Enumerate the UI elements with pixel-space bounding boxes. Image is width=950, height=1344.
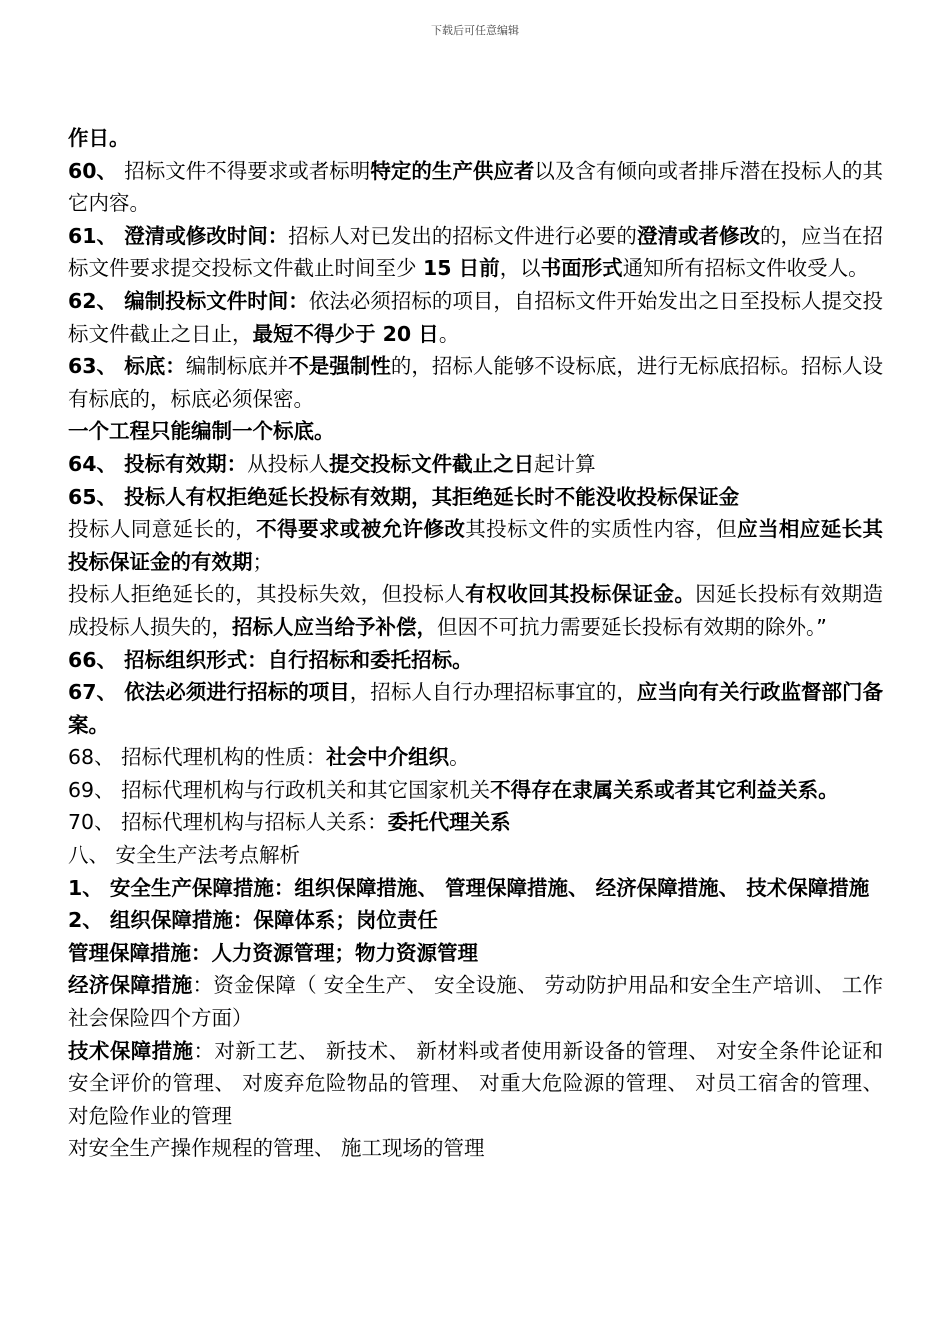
text-run: 技术保障措施 <box>68 1038 194 1063</box>
text-run: 投标人拒绝延长的，其投标失效，但投标人 <box>68 582 466 607</box>
text-run: 63、 <box>68 354 125 379</box>
paragraph <box>68 350 883 415</box>
text-run: 66、 <box>68 647 125 672</box>
text-run: 62、 <box>68 288 125 313</box>
paragraph <box>68 122 883 155</box>
text-run: 68、 <box>68 745 122 770</box>
text-run: ：资金保障（ 安全生产、 安全设施、 劳动防护用品和安全生产培训、 工作社会保险四个方面） <box>68 973 883 1031</box>
text-run: 因延长投标有效期造成投标人损失的， <box>68 582 884 639</box>
text-run: 的，招标人能够不设标底，进行无标底招标。招标人设有标底的，标底必须保密。 <box>68 354 884 411</box>
text-run: 招标代理机构与行政机关和其它国家机关 <box>121 777 491 802</box>
text-run: 投标人同意延长的， <box>68 517 257 542</box>
text-run: 编制投标文件时间： <box>124 288 309 313</box>
text-run: 以及含有倾向或者排斥潜在投标人的其它内容。 <box>68 158 884 216</box>
paragraph <box>68 904 883 937</box>
paragraph <box>68 774 883 807</box>
text-run: 不得存在隶属关系或者其它利益关系。 <box>490 777 839 802</box>
text-run: 管理保障措施：人力资源管理；物力资源管理 <box>68 940 478 965</box>
text-run: 招标人应当给予补偿， <box>232 614 437 639</box>
text-run: 对安全生产操作规程的管理、 施工现场的管理 <box>68 1136 485 1161</box>
text-run: ，以 <box>499 256 541 281</box>
paragraph <box>68 1132 883 1165</box>
text-run: 不得要求或被允许修改 <box>256 517 466 542</box>
text-run: ； <box>252 549 273 574</box>
text-run: 15 日前 <box>423 256 500 281</box>
text-run: 其投标文件的实质性内容，但 <box>465 517 738 542</box>
text-run: 通知所有招标文件收受人。 <box>622 256 869 281</box>
paragraph <box>68 481 883 514</box>
text-run: 最短不得少于 20 日 <box>252 321 439 346</box>
text-run: 67、 <box>68 680 125 705</box>
text-run: 。 <box>449 745 470 770</box>
text-run: 特定的生产供应者 <box>370 158 535 183</box>
paragraph <box>68 155 883 220</box>
text-run: 招标人对已发出的招标文件进行必要的 <box>288 223 637 248</box>
document-body <box>68 122 883 1165</box>
text-run: 经济保障措施 <box>68 973 193 998</box>
paragraph <box>68 644 883 677</box>
text-run: 一个工程只能编制一个标底。 <box>68 419 335 444</box>
text-run: 有权收回其投标保证金。 <box>465 582 696 607</box>
text-run: 69、 <box>68 777 122 802</box>
page-header: 下载后可任意编辑 <box>431 24 519 37</box>
paragraph <box>68 676 883 741</box>
text-run: 64、 <box>68 451 125 476</box>
text-run: 不是强制性 <box>288 354 391 379</box>
paragraph <box>68 415 883 448</box>
text-run: 标底： <box>124 354 186 379</box>
text-run: 60、 <box>68 158 125 183</box>
text-run: 依法必须进行招标的项目 <box>124 680 350 705</box>
paragraph <box>68 1035 883 1133</box>
text-run: 从投标人 <box>247 451 330 476</box>
text-run: 2、 组织保障措施：保障体系；岗位责任 <box>68 908 438 933</box>
paragraph <box>68 937 883 970</box>
text-run: 作日。 <box>68 126 130 150</box>
text-run: 65、 <box>68 484 125 509</box>
paragraph <box>68 448 883 481</box>
text-run: 招标组织形式：自行招标和委托招标。 <box>124 647 473 672</box>
text-run: 提交投标文件截止之日 <box>329 451 535 476</box>
text-run: 澄清或者修改 <box>636 223 760 248</box>
paragraph <box>68 285 883 350</box>
text-run: 招标文件不得要求或者标明 <box>124 158 371 183</box>
text-run: 投标有效期： <box>124 451 248 476</box>
text-run: 61、 <box>68 223 125 248</box>
paragraph <box>68 741 883 774</box>
paragraph <box>68 969 883 1034</box>
paragraph <box>68 513 883 578</box>
text-run: ，招标人自行办理招标事宜的， <box>349 680 637 705</box>
paragraph <box>68 806 883 839</box>
text-run: ：对新工艺、 新技术、 新材料或者使用新设备的管理、 对安全条件论证和安全评价的管理、 对废弃危险物品的管理、 对重大危险源的管理、 对员工宿舍的管理、 对危险作业的管理 <box>68 1038 883 1128</box>
text-run: 社会中介组织 <box>326 745 450 770</box>
text-run: 委托代理关系 <box>387 810 511 835</box>
text-run: 应当相应延长其投标保证金的有效期 <box>68 517 884 574</box>
text-run: 。 <box>438 321 460 346</box>
text-run: 澄清或修改时间： <box>124 223 289 248</box>
text-run: 招标代理机构的性质： <box>121 745 327 770</box>
text-run: 投标人有权拒绝延长投标有效期，其拒绝延长时不能没收投标保证金 <box>124 484 740 509</box>
text-run: 书面形式 <box>540 256 623 281</box>
text-run: 编制标底并 <box>185 354 289 379</box>
text-run: 八、 安全生产法考点解析 <box>68 843 301 868</box>
text-run: 70、 <box>68 810 122 835</box>
text-run: 起计算 <box>534 451 596 476</box>
text-run: 应当向有关行政监督部门备案。 <box>68 680 884 737</box>
text-run: 的，应当在招标文件要求提交投标文件截止时间至少 <box>68 223 884 281</box>
paragraph <box>68 872 883 905</box>
text-run: 但因不可抗力需要延长投标有效期的除外。” <box>437 614 827 639</box>
paragraph <box>68 220 883 285</box>
text-run: 招标代理机构与招标人关系： <box>121 810 388 835</box>
text-run: 依法必须招标的项目，自招标文件开始发出之日至投标人提交投标文件截止之日止， <box>68 288 884 346</box>
paragraph <box>68 578 883 643</box>
text-run: 1、 安全生产保障措施：组织保障措施、 管理保障措施、 经济保障措施、 技术保障措施 <box>68 875 870 900</box>
paragraph <box>68 839 883 872</box>
